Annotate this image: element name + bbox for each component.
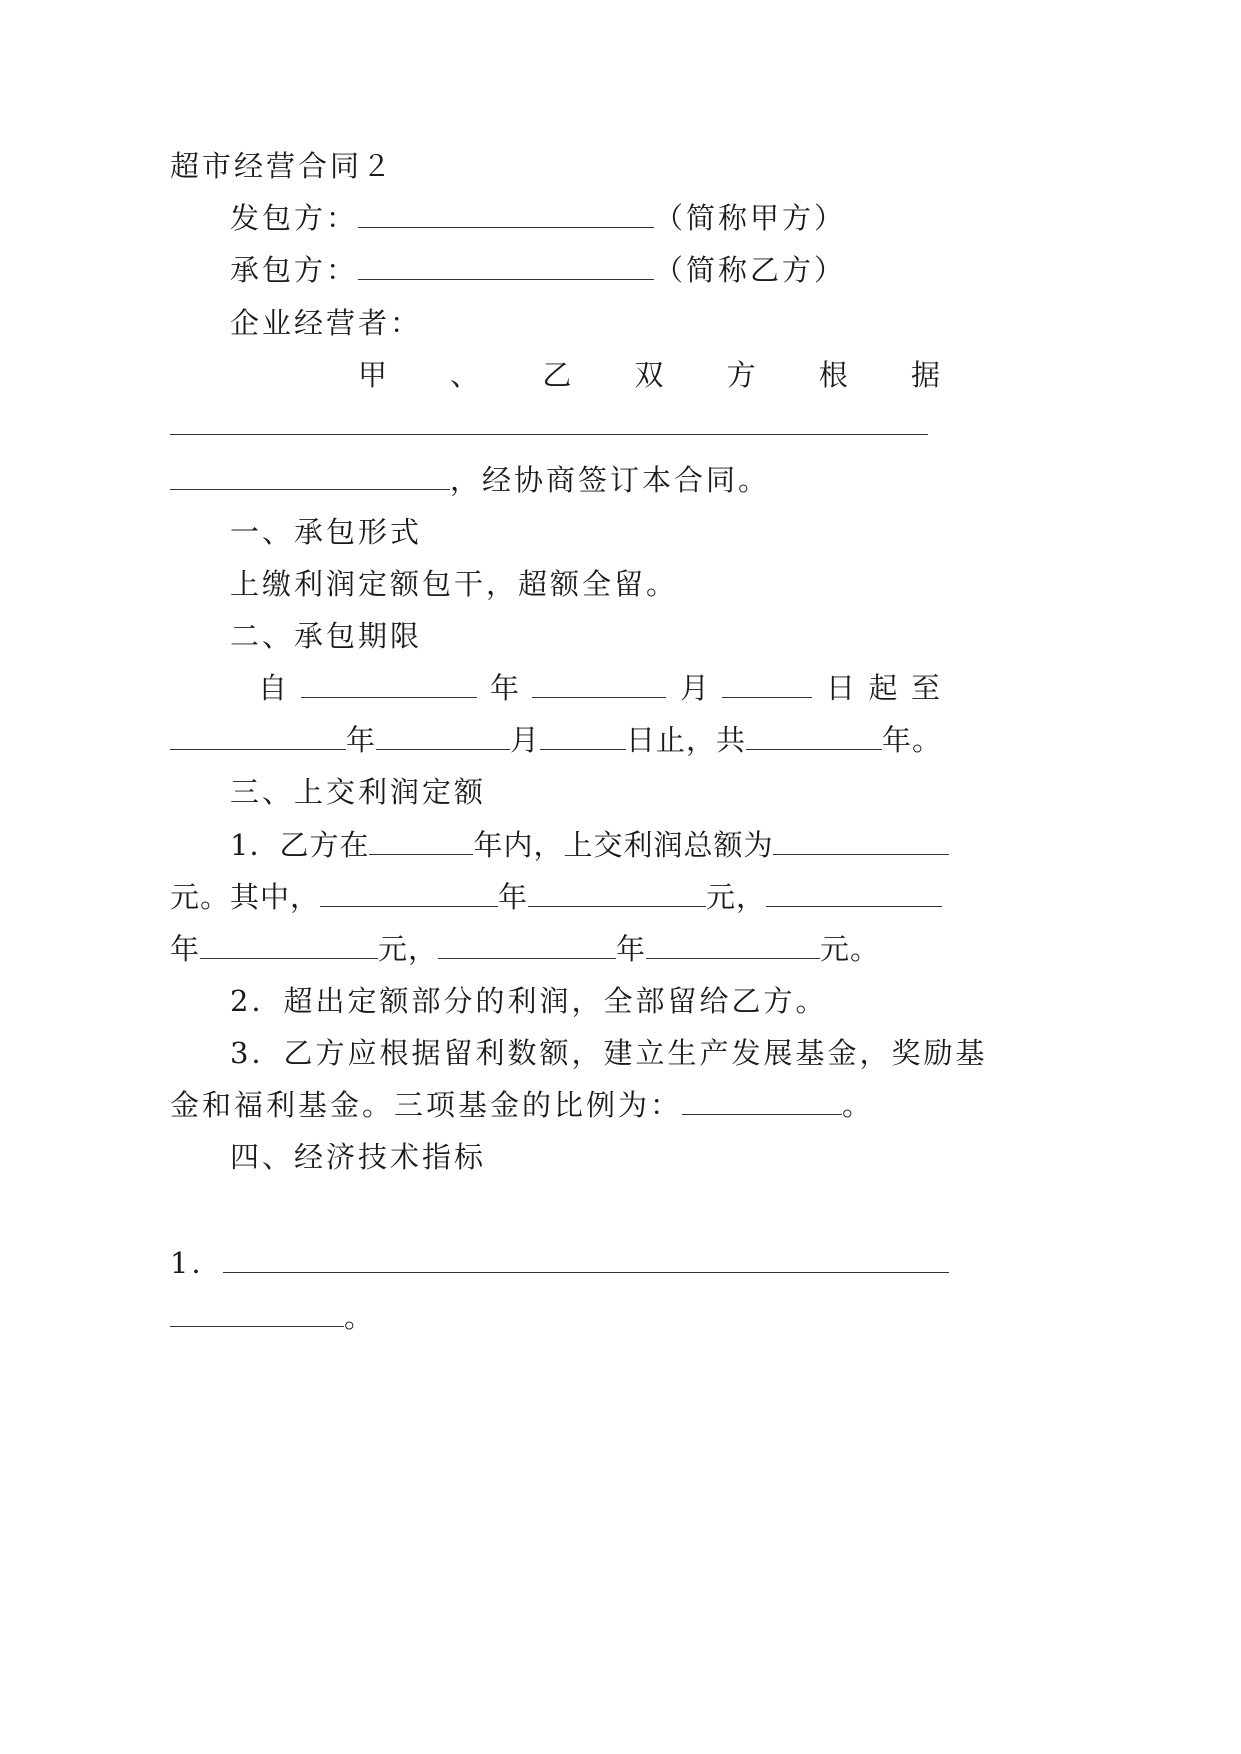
item-1-line-2 [170, 877, 942, 917]
section-3-heading: 三、上交利润定额 [230, 775, 487, 809]
section-1-body: 上缴利润定额包干，超额全留。 [230, 567, 679, 601]
total-years-blank[interactable] [746, 723, 882, 750]
item-1-line-3 [170, 929, 880, 969]
party-b-label: 承包方： [230, 253, 359, 287]
term-end-line [170, 720, 942, 760]
year-1-label: 年 [498, 880, 529, 914]
year-3-label: 年 [616, 932, 647, 966]
term-month-label: 月 [679, 671, 709, 705]
year-1-blank[interactable] [320, 880, 498, 907]
agreement-line [170, 460, 770, 500]
amount-1-label: 元， [706, 880, 767, 914]
year-2-blank[interactable] [766, 880, 942, 907]
term-year-label: 年 [489, 671, 519, 705]
term-start-line [258, 668, 940, 708]
end-day-label: 日止，共 [626, 723, 747, 757]
item-3-text: 金和福利基金。三项基金的比例为： [170, 1088, 683, 1122]
end-year-label: 年 [346, 723, 377, 757]
basis-blank-full[interactable] [170, 434, 928, 435]
basis-word: 根 [818, 358, 848, 392]
basis-word: 、 [450, 358, 480, 392]
section-2-heading: 二、承包期限 [230, 619, 423, 653]
party-b-blank[interactable] [358, 253, 654, 280]
start-month-blank[interactable] [532, 671, 666, 698]
item-3-end: 。 [842, 1088, 875, 1122]
operator-label: 企业经营者： [230, 306, 423, 340]
start-day-blank[interactable] [722, 671, 812, 698]
basis-word: 甲 [358, 358, 388, 392]
item-1-among: 元。其中， [170, 880, 321, 914]
basis-line [358, 355, 940, 395]
start-year-blank[interactable] [301, 671, 477, 698]
amount-1-blank[interactable] [528, 880, 706, 907]
term-from: 自 [258, 671, 288, 705]
party-a-suffix: （简称甲方） [654, 201, 847, 235]
basis-word: 乙 [542, 358, 572, 392]
indicator-1-end: 。 [344, 1300, 377, 1334]
end-day-blank[interactable] [540, 723, 626, 750]
party-a-line [230, 198, 846, 238]
document-title: 超市经营合同２ [170, 149, 395, 183]
indicator-1-blank-end[interactable] [170, 1300, 344, 1327]
basis-word: 双 [634, 358, 664, 392]
party-b-suffix: （简称乙方） [654, 253, 847, 287]
fund-ratio-blank[interactable] [682, 1088, 842, 1115]
indicator-1-end-line [170, 1297, 376, 1337]
basis-word: 方 [726, 358, 756, 392]
section-4-heading: 四、经济技术指标 [230, 1140, 487, 1174]
end-month-blank[interactable] [376, 723, 510, 750]
end-month-label: 月 [510, 723, 541, 757]
term-day-label: 日 [825, 671, 855, 705]
section-1-heading: 一、承包形式 [230, 515, 423, 549]
term-to-word: 至 [910, 671, 940, 705]
party-a-label: 发包方： [230, 201, 359, 235]
basis-word: 据 [910, 358, 940, 392]
indicator-1-line [170, 1243, 949, 1283]
item-1-prefix: 1．乙方在 [230, 828, 370, 862]
basis-blank-end[interactable] [170, 463, 450, 490]
agreement-text: ，经协商签订本合同。 [450, 463, 771, 497]
total-profit-blank[interactable] [773, 828, 949, 855]
amount-2-blank[interactable] [200, 932, 378, 959]
party-b-line [230, 250, 846, 290]
end-year-blank[interactable] [170, 723, 346, 750]
year-3-blank[interactable] [438, 932, 616, 959]
item-2: 2．超出定额部分的利润，全部留给乙方。 [230, 984, 828, 1018]
years-within-blank[interactable] [369, 828, 473, 855]
indicator-1-blank[interactable] [223, 1246, 949, 1273]
item-1-middle: 年内，上交利润总额为 [473, 828, 774, 862]
item-3-line-1: 3．乙方应根据留利数额，建立生产发展基金，奖励基 [230, 1036, 988, 1070]
indicator-1-number: 1． [170, 1246, 224, 1280]
amount-3-label: 元。 [820, 932, 881, 966]
amount-2-label: 元， [378, 932, 439, 966]
year-2-label: 年 [170, 932, 201, 966]
party-a-blank[interactable] [358, 201, 654, 228]
item-3-line-2 [170, 1085, 874, 1125]
total-years-label: 年。 [882, 723, 943, 757]
term-start-word: 起 [868, 671, 898, 705]
item-1-line-1 [230, 825, 949, 865]
amount-3-blank[interactable] [646, 932, 820, 959]
